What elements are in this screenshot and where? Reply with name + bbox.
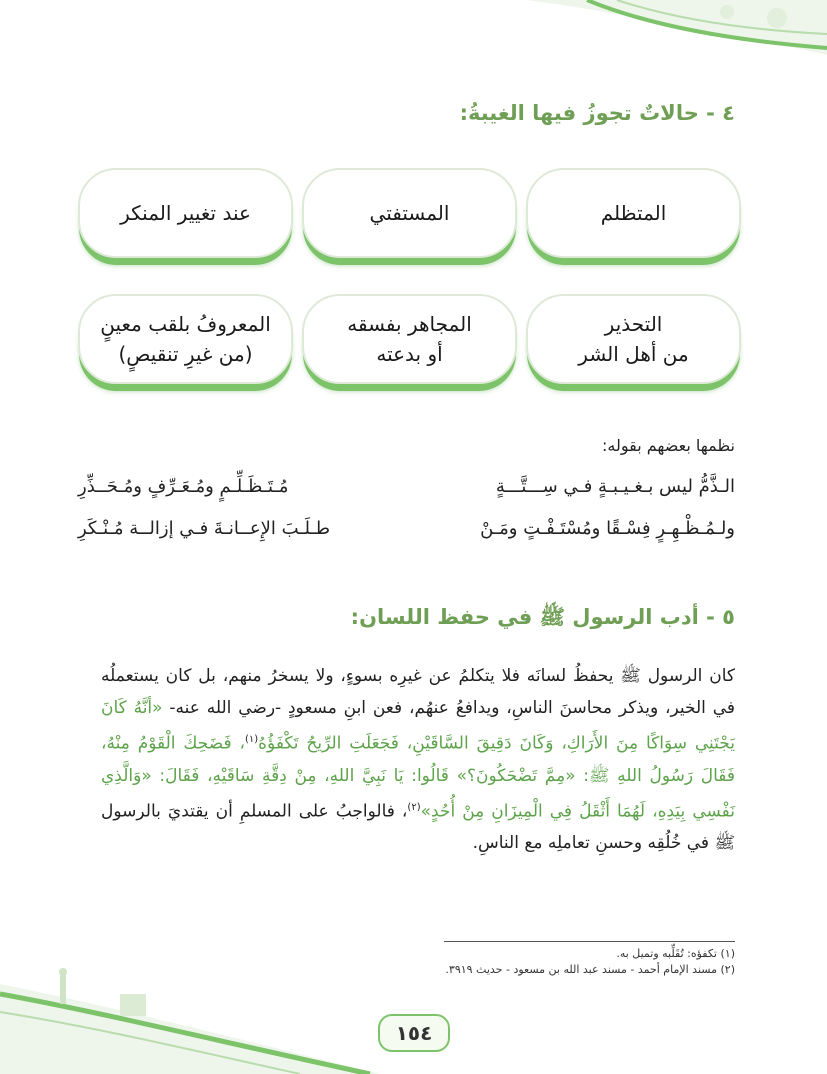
case-box-complainant [526, 168, 741, 258]
footnote-2-marker: (٢) [407, 801, 421, 813]
page-number: ١٥٤ [378, 1014, 450, 1052]
paragraph-conclusion: ، فالواجبُ على المسلمِ أن يقتديَ بالرسول ﷺ في خُلُقِه وحسنِ تعاملِه مع الناسِ. [101, 801, 735, 854]
case-box-nickname [78, 294, 293, 384]
case-box-inquirer [302, 168, 517, 258]
hadith-quote-2: ، فَضَحِكَ الْقَوْمُ مِنْهُ، فَقَالَ رَسُولُ اللهِ ﷺ: «مِمَّ تَضْحَكُونَ؟» قَالُوا: يَا نَبِيَّ اللهِ، مِنْ دِقَّةِ سَاقَيْهِ، فَقَالَ: «وَالَّذِي نَفْسِي بِيَدِهِ، لَهُمَا أَثْقَلُ فِي الْمِيزَانِ مِنْ أُحُدٍ» [101, 733, 735, 822]
footnote-1-marker: (١) [244, 734, 259, 745]
section-4-heading: ٤ - حالاتٌ تجوزُ فيها الغيبةُ: [459, 101, 735, 125]
hadith-quote-1: «أنَّهُ كَانَ يَجْتَنِي سِوَاكًا مِنَ الأَرَاكِ، وَكَانَ دَقِيقَ السَّاقَيْنِ، فَجَعَلَتِ الرِّيحُ تَكْفَؤُهُ [101, 698, 735, 754]
verse-1-second-hemistich: مُـتَـظَـلِّـمٍ ومُـعَـرِّفٍ ومُـحَــذِّرِ [78, 476, 289, 497]
footnote-1: (١) تكفؤه: تُقَلِّبه وتميل به. [616, 947, 735, 960]
verse-2-second-hemistich: طـلَـبَ الإِعــانـةَ فـي إزالــة مُـنْـكَرِ [78, 518, 331, 539]
case-label-line2: من أهل الشر [578, 342, 689, 366]
footnote-divider [444, 941, 735, 942]
section-5-heading: ٥ - أدب الرسول ﷺ في حفظ اللسان: [350, 605, 735, 629]
case-label: المتظلم [600, 201, 667, 225]
case-box-warning [526, 294, 741, 384]
bottom-corner-decoration [0, 964, 380, 1074]
paragraph-text: كان الرسول ﷺ يحفظُ لسانَه فلا يتكلمُ عن غيرِه بسوءٍ، ولا يسخرُ منهم، بل كان يستعملُه في الخير، ويذكر محاسنَ الناسِ، ويدافعُ عنهُم، فعن ابنِ مسعودٍ -رضي الله عنه- [101, 666, 735, 718]
case-label-line1: المعروفُ بلقب معينٍ [100, 312, 271, 336]
section-5-paragraph [101, 660, 735, 859]
case-label-line1: التحذير [604, 312, 663, 336]
case-box-changing-evil [78, 168, 293, 258]
case-label-line2: أو بدعته [376, 342, 443, 366]
footnote-2: (٢) مسند الإمام أحمد - مسند عبد الله بن مسعود - حديث ٣٩١٩. [445, 963, 735, 976]
case-label-line1: المجاهر بفسقه [347, 312, 472, 336]
case-label-line2: (من غيرِ تنقيصٍ) [118, 342, 253, 366]
case-box-open-sinner [302, 294, 517, 384]
case-label: المستفتي [369, 201, 450, 225]
poem-intro: نظمها بعضهم بقوله: [602, 436, 735, 455]
top-corner-decoration [527, 0, 827, 60]
case-label: عند تغيير المنكر [120, 201, 251, 225]
verse-2-first-hemistich: ولـمُـظْـهِـرٍ فِسْـقًا ومُسْتَـفْـتٍ ومَـنْ [480, 518, 735, 539]
verse-1-first-hemistich: الـذَّمُّ ليس بـغـيـبـةٍ فـي سِـــتَّـــةٍ [495, 476, 735, 497]
